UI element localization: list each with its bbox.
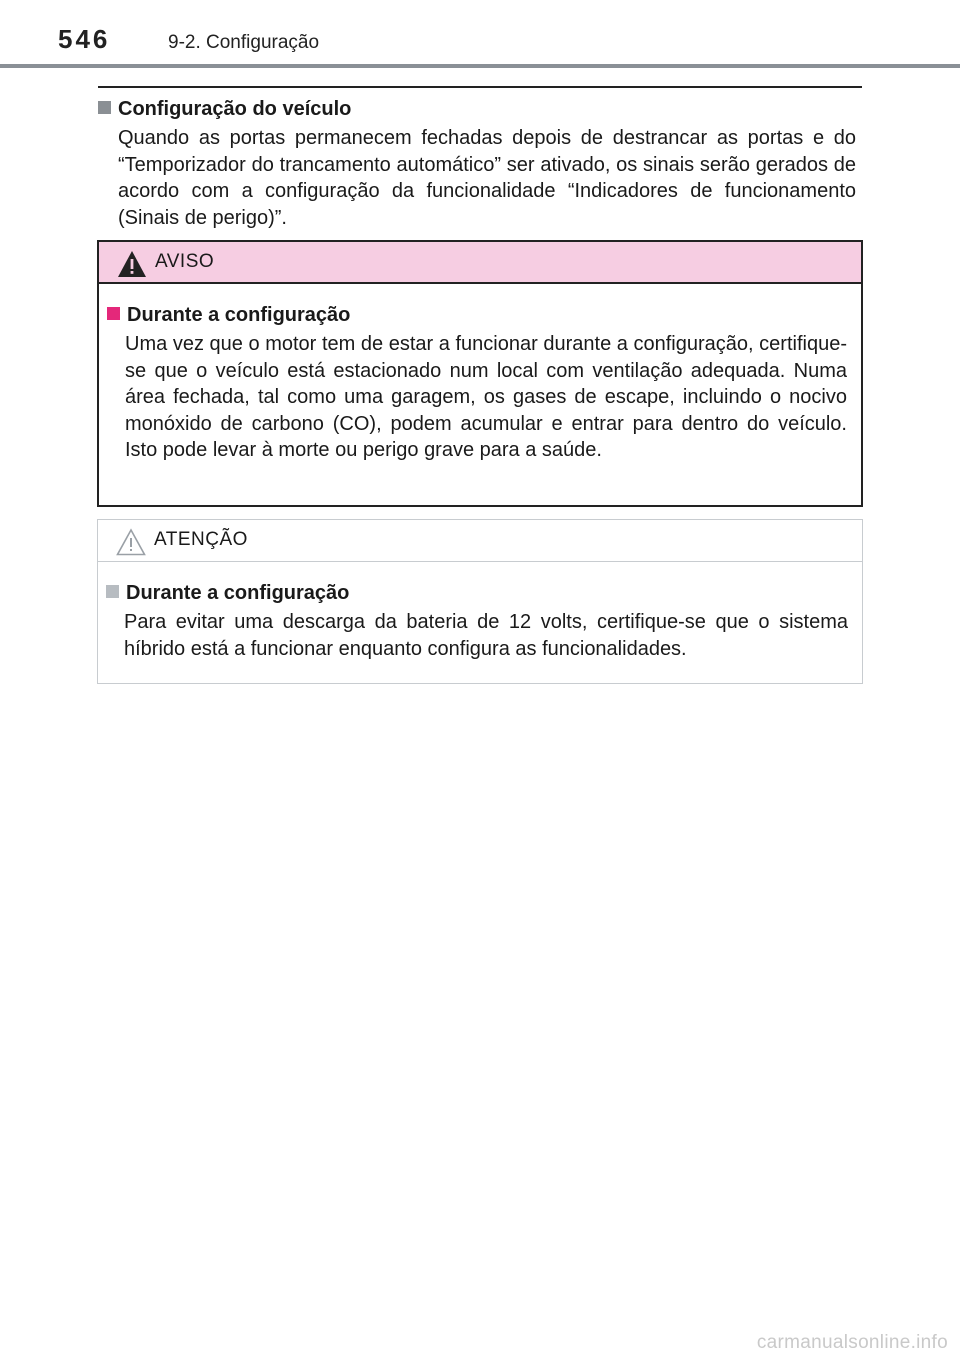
square-bullet-icon [98, 101, 111, 114]
warning-box-content [99, 284, 861, 464]
watermark: carmanualsonline.info [756, 1332, 948, 1353]
warning-body: Uma vez que o motor tem de estar a funcionar durante a configuração, certifique-se que o veículo está estacionado num local com ventilação adequada. Numa área fechada, tal como uma garagem, os gases de escape, incluindo o nocivo monóxido de carbono (CO), podem acumular e entrar para dentro do veículo. Isto pode levar à morte ou perigo grave para a saúde. [125, 333, 847, 461]
warning-triangle-icon [117, 250, 147, 278]
warning-heading-text: Durante a configuração [127, 304, 351, 326]
caution-heading [106, 580, 848, 606]
header-rule [0, 64, 960, 68]
caution-body: Para evitar uma descarga da bateria de 12 volts, certifique-se que o sistema híbrido está a funcionar enquanto configura as funcionalidades. [124, 611, 848, 660]
section-divider [98, 86, 862, 88]
caution-box-title: ATENÇÃO [154, 529, 248, 550]
caution-heading-text: Durante a configuração [126, 582, 350, 604]
section-heading [98, 96, 856, 122]
caution-box-content [98, 562, 862, 662]
page-number: 546 [58, 24, 111, 54]
warning-heading [107, 302, 847, 328]
caution-box [97, 519, 863, 684]
square-bullet-icon [107, 307, 120, 320]
warning-box-header [99, 242, 861, 284]
caution-triangle-icon [116, 528, 146, 556]
chapter-title: 9-2. Configuração [168, 32, 320, 53]
section-heading-text: Configuração do veículo [118, 98, 352, 120]
caution-box-header [98, 520, 862, 562]
warning-box-title: AVISO [155, 251, 215, 272]
vehicle-configuration-section [98, 96, 856, 231]
section-body: Quando as portas permanecem fechadas depois de destrancar as portas e do “Temporizador do trancamento automático” ser ativado, os sinais serão gerados de acordo com a configuração da funcionalidade “Indicadores de funcionamento (Sinais de perigo)”. [118, 127, 856, 229]
warning-box [97, 240, 863, 507]
square-bullet-icon [106, 585, 119, 598]
